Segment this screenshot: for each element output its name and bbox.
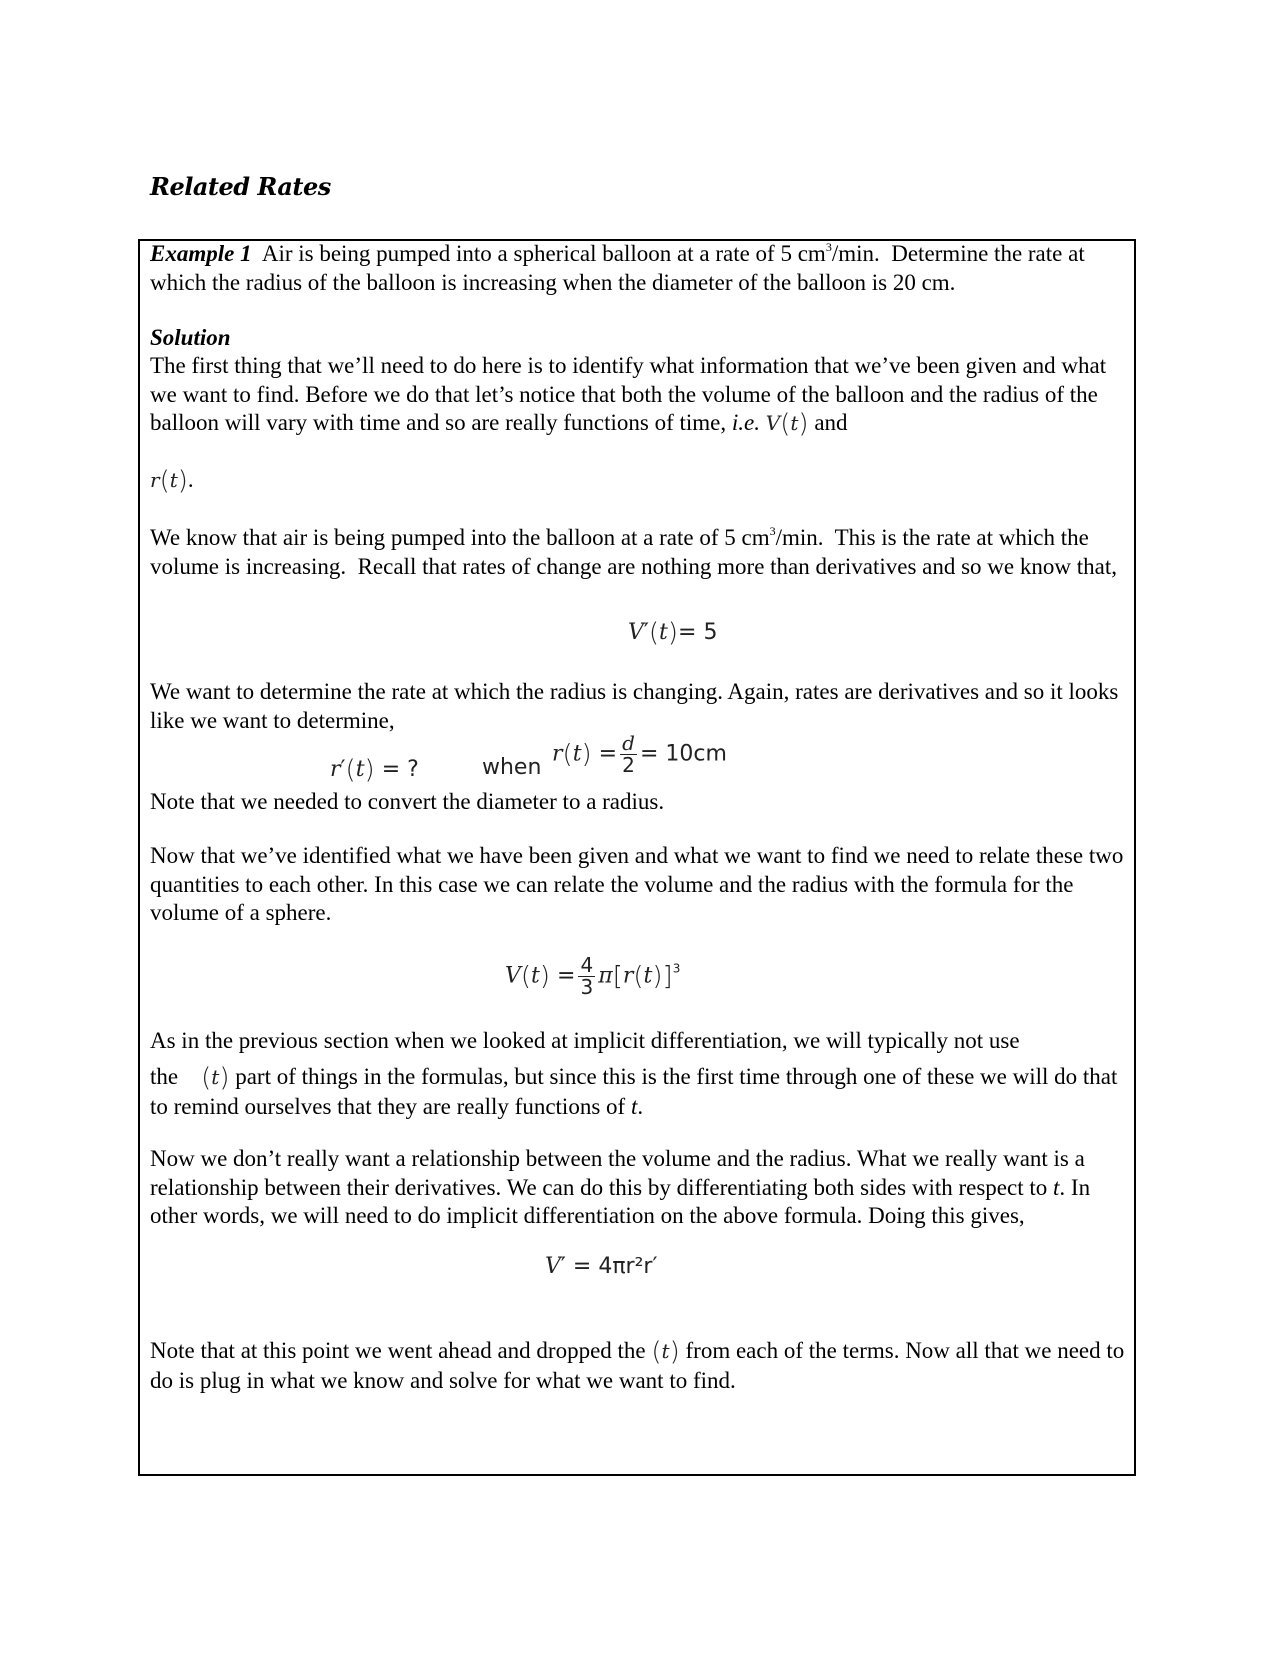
t-paren-inline-2: (t) [651, 1337, 680, 1367]
solution-paragraph-1: The first thing that we’ll need to do here is to identify what information that we’ve been given and what we want to find. Before we do that let’s notice that both the volume of the balloon and the radius of the balloon will vary with time and so are really functions of time, i.e. V(t) and [150, 353, 1107, 439]
example-label: Example 1 [150, 241, 252, 266]
page-title: Related Rates [150, 172, 331, 201]
example-problem: Air is being pumped into a spherical balloon at a rate of 5 $cm^3/\min$. Determine the rate at which the radius of the balloon is increasing when the diameter of the balloon is 20 cm. [150, 240, 1085, 295]
solution-paragraph-8: Note that at this point we went ahead and dropped the (t) from each of the terms. Now all that we need to do is plug in what we know and solve for what we want to find. [150, 1337, 1125, 1393]
equation-when-label: when [482, 755, 542, 780]
solution-paragraph-5: Now that we’ve identified what we have been given and what we want to find we need to relate these two quantities to each other. In this case we can relate the volume and the radius with the formula for the volume of a sphere. [150, 843, 1124, 925]
solution-paragraph-3: We want to determine the rate at which the radius is changing. Again, rates are derivatives and so it looks like we want to determine, [150, 679, 1119, 733]
equation-radius-rate: r′(t) = ? [330, 755, 419, 785]
equation-volume-rate: V′(t)= 5 [628, 618, 718, 648]
solution-paragraph-2: We know that air is being pumped into the balloon at a rate of 5 $cm^3/\min$. This is the rate at which the volume is increasing. Recall that rates of change are nothing more than derivatives and so we know that, [150, 524, 1117, 579]
v-of-t: V(t) [765, 409, 809, 439]
equation-derivative: V′ = 4πr²r′ [545, 1254, 658, 1279]
equation-radius-value: r(t) = $\frac{d}{2}$ = 10cm [552, 731, 727, 777]
solution-paragraph-4: Note that we needed to convert the diameter to a radius. [150, 789, 665, 814]
equation-sphere-volume: V(t) = $\frac{4}{3}$ $\pi[r(t)]^3$ [505, 953, 681, 999]
example-statement [150, 240, 1125, 297]
solution-heading: Solution [150, 325, 231, 350]
solution-paragraph-7: Now we don’t really want a relationship between the volume and the radius. What we really want is a relationship between their derivatives. We can do this by differentiating both sides with respect to t. In other words, we will need to do implicit differentiation on the above formula. Doing this gives, [150, 1146, 1091, 1228]
t-paren-inline: (t) [201, 1063, 230, 1093]
r-of-t: r(t) [150, 466, 188, 496]
r-of-t-line: r(t). [150, 466, 194, 496]
solution-paragraph-6: As in the previous section when we looked at implicit differentiation, we will typically not use the (t) part of things in the formulas, but since this is the first time through one of these we will do that to remind ourselves that they are really functions of t. [150, 1028, 1118, 1119]
